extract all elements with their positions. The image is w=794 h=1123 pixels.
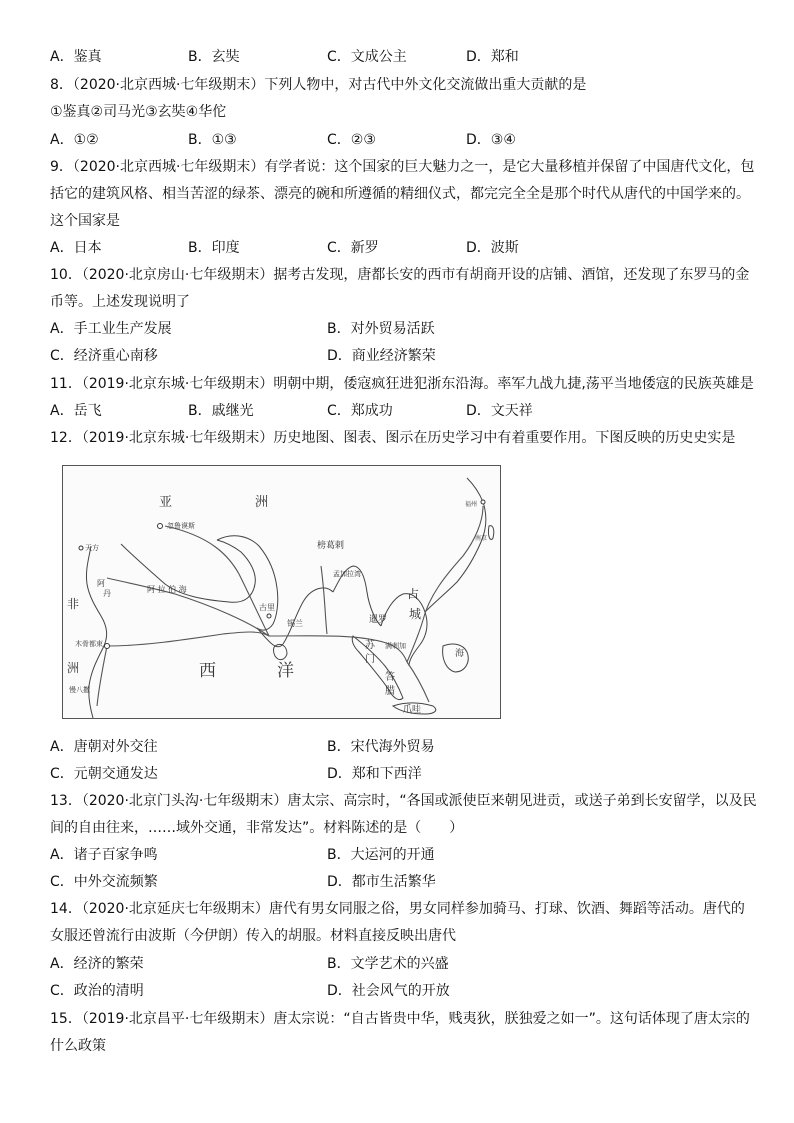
q15-stem-line1: 15．（2019·北京昌平·七年级期末）唐太宗说：“自古皆贵中华，贱夷狄，朕独爱之如一”。这句话体现了唐太宗的	[50, 1011, 750, 1027]
q7-option-c[interactable]: C．文成公主	[327, 49, 407, 65]
q10-option-a[interactable]: A．手工业生产发展	[50, 321, 172, 337]
map-label-bay-of-bengal: 孟加拉湾	[333, 570, 361, 578]
port-mogadishu	[105, 644, 110, 649]
map-label-mecca: 天方	[85, 544, 99, 552]
q11-option-c[interactable]: C．郑成功	[327, 403, 393, 419]
q13-option-b[interactable]: B．大运河的开通	[327, 847, 435, 863]
map-label-aden-1: 阿	[97, 579, 105, 588]
island-taiwan	[488, 526, 493, 540]
route-africa-india	[107, 632, 269, 646]
q12-option-a[interactable]: A．唐朝对外交往	[50, 739, 158, 755]
map-label-champa-2: 城	[409, 607, 422, 621]
coast-china	[425, 478, 486, 612]
q7-option-d[interactable]: D．郑和	[466, 49, 519, 65]
map-label-fuzhou: 福州	[465, 501, 478, 508]
q9-option-c[interactable]: C．新罗	[327, 240, 379, 256]
q10-option-b[interactable]: B．对外贸易活跃	[327, 321, 435, 337]
map-drawing	[63, 466, 500, 718]
route-africa-south	[97, 646, 107, 706]
map-label-champa-1: 占	[407, 587, 420, 601]
q8-stem: 8．（2020·北京西城·七年级期末）下列人物中，对古代中外文化交流做出重大贡献的是	[50, 77, 587, 93]
q11-stem: 11．（2019·北京东城·七年级期末）明朝中期，倭寇疯狂进犯浙东沿海。率军九战九捷,荡平当地倭寇的民族英雄是	[50, 376, 754, 392]
route-bengal	[321, 566, 327, 634]
q14-option-a[interactable]: A．经济的繁荣	[50, 956, 144, 972]
map-label-africa-1: 非	[67, 597, 80, 611]
port-calicut	[267, 614, 271, 618]
map-label-java: 爪哇	[403, 705, 422, 715]
q12-stem: 12．（2019·北京东城·七年级期末）历史地图、图表、图示在历史学习中有着重要作用。下图反映的历史史实是	[50, 430, 736, 446]
zheng-he-voyage-map	[62, 465, 501, 719]
q8-option-c[interactable]: C．②③	[327, 132, 376, 148]
map-label-malacca: 满剌加	[385, 642, 406, 650]
q7-option-a[interactable]: A．鉴真	[50, 49, 102, 65]
q11-option-d[interactable]: D．文天祥	[466, 403, 533, 419]
q9-option-b[interactable]: B．印度	[188, 240, 240, 256]
map-label-sumatra-2: 门	[365, 654, 375, 665]
map-label-nanjing: 南京	[475, 535, 488, 542]
q14-stem-line1: 14．（2020·北京延庆七年级期末）唐代有男女同服之俗，男女同样参加骑马、打球、饮酒、舞蹈等活动。唐代的	[50, 901, 745, 917]
q13-option-a[interactable]: A．诸子百家争鸣	[50, 847, 158, 863]
map-label-mogadishu: 木骨都束	[75, 640, 103, 648]
route-malacca-china	[407, 506, 483, 662]
q13-option-d[interactable]: D．都市生活繁华	[327, 874, 436, 890]
map-label-sumatra-3: 答	[385, 672, 395, 683]
q14-option-d[interactable]: D．社会风气的开放	[327, 983, 450, 999]
q9-option-d[interactable]: D．波斯	[466, 240, 519, 256]
q11-option-b[interactable]: B．戚继光	[188, 403, 254, 419]
q9-stem-line1: 9．（2020·北京西城·七年级期末）有学者说：这个国家的巨大魅力之一，是它大量移植并保留了中国唐代文化，包	[50, 159, 755, 175]
q12-option-c[interactable]: C．元朝交通发达	[50, 766, 158, 782]
q14-option-c[interactable]: C．政治的清明	[50, 983, 144, 999]
q10-stem-line1: 10．（2020·北京房山·七年级期末）据考古发现，唐都长安的西市有胡商开设的店铺、酒馆，还发现了东罗马的金	[50, 267, 750, 283]
coast-arabia	[121, 540, 255, 602]
map-label-sea: 海	[455, 649, 465, 659]
map-label-asia-2: 洲	[255, 495, 269, 510]
map-label-west-ocean-2: 洋	[277, 661, 294, 681]
q12-option-b[interactable]: B．宋代海外贸易	[327, 739, 435, 755]
q10-option-c[interactable]: C．经济重心南移	[50, 348, 158, 364]
q8-option-a[interactable]: A．①②	[50, 132, 99, 148]
route-java	[407, 662, 429, 702]
map-label-sumatra-4: 腊	[385, 686, 395, 697]
map-label-hormuz: 忽鲁谟斯	[167, 522, 195, 530]
q10-stem-line2: 币等。上述发现说明了	[50, 294, 190, 310]
q7-option-b[interactable]: B．玄奘	[188, 49, 240, 65]
q9-stem-line3: 这个国家是	[50, 213, 120, 229]
q14-option-b[interactable]: B．文学艺术的兴盛	[327, 956, 449, 972]
map-label-west-ocean-1: 西	[199, 661, 216, 681]
map-label-ceylon: 锡兰	[287, 619, 303, 628]
map-label-sumatra-1: 苏	[365, 640, 375, 651]
map-label-siam: 暹罗	[369, 615, 388, 625]
map-label-bengal: 榜葛剌	[317, 541, 345, 551]
q15-stem-line2: 什么政策	[50, 1038, 106, 1054]
q10-option-d[interactable]: D．商业经济繁荣	[327, 348, 436, 364]
map-label-mombasa: 慢八撒	[69, 686, 90, 694]
q13-option-c[interactable]: C．中外交流频繁	[50, 874, 158, 890]
map-label-calicut: 古里	[259, 603, 275, 612]
q12-option-d[interactable]: D．郑和下西洋	[327, 766, 422, 782]
q13-stem-line2: 间的自由往来，……域外交通，非常发达”。材料陈述的是（ ）	[50, 820, 464, 836]
map-label-arabian-sea: 阿 拉 伯 海	[147, 585, 187, 594]
map-label-africa-2: 洲	[67, 661, 80, 675]
q9-stem-line2: 括它的建筑风格、相当苦涩的绿茶、漂亮的碗和所遵循的精细仪式，都完完全全是那个时代从唐代的中国学来的。	[50, 186, 750, 202]
q13-stem-line1: 13．（2020·北京门头沟·七年级期末）唐太宗、高宗时，“各国或派使臣来朝见进贡，或送子弟到长安留学，以及民	[50, 793, 757, 809]
q8-option-b[interactable]: B．①③	[188, 132, 237, 148]
q9-option-a[interactable]: A．日本	[50, 240, 102, 256]
port-nanjing	[481, 500, 485, 504]
port-hormuz	[158, 524, 163, 529]
q8-sub: ①鉴真②司马光③玄奘④华佗	[50, 104, 227, 120]
q8-option-d[interactable]: D．③④	[466, 132, 516, 148]
map-label-asia-1: 亚	[159, 495, 173, 510]
q11-option-a[interactable]: A．岳飞	[50, 403, 102, 419]
q14-stem-line2: 女服还曾流行由波斯（今伊朗）传入的胡服。材料直接反映出唐代	[50, 928, 456, 944]
route-india-hormuz	[165, 526, 269, 636]
port-mecca	[79, 546, 83, 550]
map-label-aden-2: 丹	[103, 589, 111, 598]
